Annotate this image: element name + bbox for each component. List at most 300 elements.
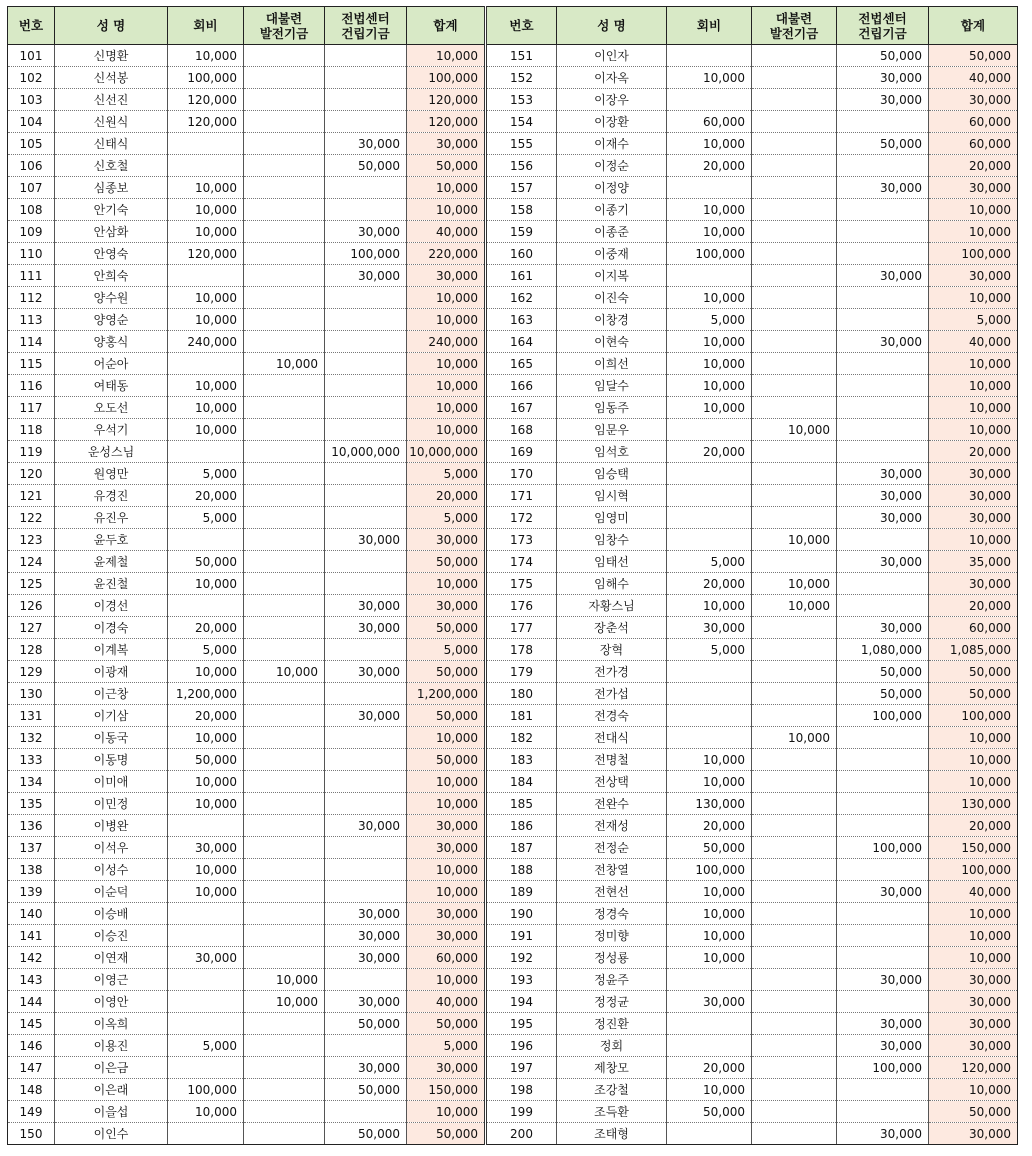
cell-total[interactable]: 50,000 [407,551,486,573]
cell-center-fund[interactable] [325,551,407,573]
cell-total[interactable]: 50,000 [929,1101,1018,1123]
cell-no[interactable]: 189 [486,881,557,903]
cell-no[interactable]: 114 [8,331,55,353]
cell-center-fund[interactable] [837,771,929,793]
cell-dev-fund[interactable] [244,1057,325,1079]
cell-fee[interactable]: 120,000 [168,111,244,133]
cell-name[interactable]: 이석우 [55,837,168,859]
cell-no[interactable]: 106 [8,155,55,177]
cell-name[interactable]: 이자옥 [557,67,667,89]
cell-total[interactable]: 10,000 [929,771,1018,793]
cell-dev-fund[interactable]: 10,000 [244,991,325,1013]
cell-no[interactable]: 150 [8,1123,55,1145]
cell-no[interactable]: 194 [486,991,557,1013]
cell-dev-fund[interactable] [244,881,325,903]
cell-dev-fund[interactable] [244,485,325,507]
cell-name[interactable]: 이종준 [557,221,667,243]
cell-fee[interactable]: 120,000 [168,243,244,265]
cell-no[interactable]: 121 [8,485,55,507]
cell-dev-fund[interactable] [752,89,837,111]
cell-name[interactable]: 이경선 [55,595,168,617]
cell-no[interactable]: 165 [486,353,557,375]
cell-name[interactable]: 정미향 [557,925,667,947]
cell-fee[interactable]: 10,000 [168,397,244,419]
cell-center-fund[interactable]: 1,080,000 [837,639,929,661]
cell-fee[interactable] [168,1123,244,1145]
cell-fee[interactable] [667,529,752,551]
cell-name[interactable]: 양수원 [55,287,168,309]
cell-center-fund[interactable] [837,309,929,331]
cell-fee[interactable]: 50,000 [667,1101,752,1123]
cell-no[interactable]: 182 [486,727,557,749]
cell-center-fund[interactable]: 30,000 [837,969,929,991]
cell-no[interactable]: 172 [486,507,557,529]
cell-no[interactable]: 123 [8,529,55,551]
cell-no[interactable]: 127 [8,617,55,639]
cell-total[interactable]: 30,000 [407,903,486,925]
cell-total[interactable]: 50,000 [929,45,1018,67]
cell-total[interactable]: 10,000,000 [407,441,486,463]
cell-center-fund[interactable]: 30,000 [837,507,929,529]
cell-center-fund[interactable]: 30,000 [837,1123,929,1145]
cell-total[interactable]: 10,000 [929,375,1018,397]
cell-fee[interactable] [168,353,244,375]
cell-no[interactable]: 124 [8,551,55,573]
cell-fee[interactable]: 10,000 [667,199,752,221]
cell-center-fund[interactable]: 30,000 [325,903,407,925]
cell-fee[interactable]: 5,000 [168,463,244,485]
cell-name[interactable]: 이용진 [55,1035,168,1057]
cell-center-fund[interactable]: 30,000 [325,925,407,947]
cell-center-fund[interactable]: 30,000 [837,463,929,485]
cell-total[interactable]: 240,000 [407,331,486,353]
cell-center-fund[interactable]: 50,000 [837,133,929,155]
cell-fee[interactable]: 10,000 [667,925,752,947]
cell-no[interactable]: 104 [8,111,55,133]
cell-fee[interactable]: 30,000 [667,617,752,639]
cell-dev-fund[interactable] [244,617,325,639]
cell-total[interactable]: 35,000 [929,551,1018,573]
cell-total[interactable]: 10,000 [929,221,1018,243]
cell-name[interactable]: 정윤주 [557,969,667,991]
cell-no[interactable]: 108 [8,199,55,221]
cell-name[interactable]: 전재성 [557,815,667,837]
cell-dev-fund[interactable] [752,683,837,705]
cell-name[interactable]: 조태형 [557,1123,667,1145]
cell-name[interactable]: 여태동 [55,375,168,397]
cell-no[interactable]: 152 [486,67,557,89]
cell-total[interactable]: 5,000 [929,309,1018,331]
cell-no[interactable]: 169 [486,441,557,463]
cell-center-fund[interactable] [837,815,929,837]
cell-total[interactable]: 50,000 [407,617,486,639]
cell-name[interactable]: 이계복 [55,639,168,661]
cell-center-fund[interactable]: 50,000 [325,155,407,177]
cell-total[interactable]: 30,000 [929,1013,1018,1035]
cell-total[interactable]: 10,000 [929,397,1018,419]
cell-dev-fund[interactable] [752,67,837,89]
cell-total[interactable]: 50,000 [407,155,486,177]
cell-no[interactable]: 118 [8,419,55,441]
cell-name[interactable]: 신석봉 [55,67,168,89]
cell-center-fund[interactable] [325,199,407,221]
cell-center-fund[interactable] [325,881,407,903]
cell-fee[interactable]: 10,000 [667,133,752,155]
col-header-name-2[interactable]: 성 명 [557,7,667,45]
cell-no[interactable]: 122 [8,507,55,529]
cell-fee[interactable]: 20,000 [667,573,752,595]
cell-no[interactable]: 110 [8,243,55,265]
cell-no[interactable]: 162 [486,287,557,309]
cell-dev-fund[interactable]: 10,000 [244,969,325,991]
cell-no[interactable]: 132 [8,727,55,749]
cell-dev-fund[interactable] [244,309,325,331]
cell-no[interactable]: 151 [486,45,557,67]
cell-dev-fund[interactable] [244,89,325,111]
col-header-center-fund[interactable]: 전법센터 건립기금 [325,7,407,45]
cell-no[interactable]: 168 [486,419,557,441]
cell-dev-fund[interactable] [244,947,325,969]
cell-center-fund[interactable] [325,111,407,133]
cell-dev-fund[interactable] [752,881,837,903]
cell-total[interactable]: 10,000 [929,947,1018,969]
cell-name[interactable]: 이순덕 [55,881,168,903]
cell-name[interactable]: 이광재 [55,661,168,683]
cell-name[interactable]: 임영미 [557,507,667,529]
cell-fee[interactable]: 10,000 [667,287,752,309]
cell-no[interactable]: 146 [8,1035,55,1057]
cell-fee[interactable]: 20,000 [168,617,244,639]
cell-no[interactable]: 174 [486,551,557,573]
cell-dev-fund[interactable] [752,155,837,177]
cell-name[interactable]: 장춘석 [557,617,667,639]
cell-fee[interactable] [168,1057,244,1079]
cell-fee[interactable] [667,705,752,727]
cell-fee[interactable]: 10,000 [667,397,752,419]
col-header-dev-fund-2[interactable]: 대불련 발전기금 [752,7,837,45]
cell-dev-fund[interactable] [244,243,325,265]
cell-no[interactable]: 191 [486,925,557,947]
cell-dev-fund[interactable]: 10,000 [244,353,325,375]
cell-no[interactable]: 105 [8,133,55,155]
cell-center-fund[interactable] [837,727,929,749]
cell-dev-fund[interactable] [752,661,837,683]
cell-total[interactable]: 120,000 [929,1057,1018,1079]
cell-center-fund[interactable] [325,485,407,507]
cell-center-fund[interactable]: 30,000 [837,881,929,903]
cell-no[interactable]: 133 [8,749,55,771]
cell-total[interactable]: 30,000 [929,1123,1018,1145]
cell-name[interactable]: 제창모 [557,1057,667,1079]
cell-dev-fund[interactable] [752,111,837,133]
cell-fee[interactable]: 20,000 [667,1057,752,1079]
cell-name[interactable]: 전상택 [557,771,667,793]
cell-total[interactable]: 50,000 [407,749,486,771]
cell-name[interactable]: 윤두호 [55,529,168,551]
cell-total[interactable]: 5,000 [407,507,486,529]
cell-name[interactable]: 운성스님 [55,441,168,463]
cell-no[interactable]: 199 [486,1101,557,1123]
cell-total[interactable]: 40,000 [929,67,1018,89]
cell-dev-fund[interactable] [752,221,837,243]
cell-center-fund[interactable]: 30,000 [325,815,407,837]
cell-name[interactable]: 이연재 [55,947,168,969]
cell-center-fund[interactable]: 30,000 [325,221,407,243]
cell-fee[interactable]: 10,000 [667,331,752,353]
cell-no[interactable]: 145 [8,1013,55,1035]
cell-no[interactable]: 102 [8,67,55,89]
cell-fee[interactable] [168,265,244,287]
cell-no[interactable]: 177 [486,617,557,639]
cell-total[interactable]: 20,000 [929,155,1018,177]
cell-center-fund[interactable]: 30,000 [837,265,929,287]
cell-name[interactable]: 이진숙 [557,287,667,309]
cell-no[interactable]: 181 [486,705,557,727]
cell-fee[interactable]: 10,000 [168,309,244,331]
cell-dev-fund[interactable] [752,1101,837,1123]
cell-center-fund[interactable]: 30,000 [325,529,407,551]
cell-name[interactable]: 이재수 [557,133,667,155]
cell-dev-fund[interactable] [752,463,837,485]
cell-dev-fund[interactable] [752,1057,837,1079]
cell-no[interactable]: 143 [8,969,55,991]
col-header-total-2[interactable]: 합계 [929,7,1018,45]
cell-fee[interactable]: 10,000 [667,595,752,617]
cell-total[interactable]: 10,000 [407,287,486,309]
cell-name[interactable]: 이은래 [55,1079,168,1101]
cell-no[interactable]: 166 [486,375,557,397]
cell-total[interactable]: 30,000 [407,265,486,287]
cell-total[interactable]: 10,000 [929,287,1018,309]
cell-fee[interactable]: 100,000 [667,859,752,881]
cell-dev-fund[interactable] [244,221,325,243]
cell-dev-fund[interactable] [244,507,325,529]
cell-dev-fund[interactable] [752,991,837,1013]
cell-dev-fund[interactable] [244,45,325,67]
cell-fee[interactable] [667,727,752,749]
cell-center-fund[interactable]: 30,000 [837,331,929,353]
cell-name[interactable]: 이성수 [55,859,168,881]
cell-total[interactable]: 30,000 [929,991,1018,1013]
cell-name[interactable]: 조강철 [557,1079,667,1101]
cell-no[interactable]: 167 [486,397,557,419]
cell-fee[interactable]: 5,000 [667,639,752,661]
cell-no[interactable]: 139 [8,881,55,903]
cell-name[interactable]: 정진환 [557,1013,667,1035]
cell-total[interactable]: 30,000 [407,1057,486,1079]
cell-name[interactable]: 우석기 [55,419,168,441]
cell-no[interactable]: 119 [8,441,55,463]
cell-fee[interactable]: 10,000 [667,749,752,771]
cell-center-fund[interactable] [837,199,929,221]
cell-name[interactable]: 신호철 [55,155,168,177]
cell-name[interactable]: 오도선 [55,397,168,419]
cell-no[interactable]: 155 [486,133,557,155]
cell-total[interactable]: 50,000 [929,683,1018,705]
cell-no[interactable]: 120 [8,463,55,485]
cell-center-fund[interactable] [837,155,929,177]
cell-center-fund[interactable] [325,67,407,89]
cell-total[interactable]: 30,000 [407,925,486,947]
cell-total[interactable]: 10,000 [407,859,486,881]
cell-total[interactable]: 10,000 [407,727,486,749]
cell-fee[interactable] [667,1123,752,1145]
cell-total[interactable]: 100,000 [929,859,1018,881]
cell-fee[interactable]: 30,000 [667,991,752,1013]
cell-center-fund[interactable]: 30,000 [837,1013,929,1035]
cell-name[interactable]: 전정순 [557,837,667,859]
cell-name[interactable]: 전명철 [557,749,667,771]
cell-dev-fund[interactable]: 10,000 [752,419,837,441]
cell-no[interactable]: 140 [8,903,55,925]
cell-center-fund[interactable]: 30,000 [837,1035,929,1057]
cell-total[interactable]: 30,000 [407,837,486,859]
cell-no[interactable]: 192 [486,947,557,969]
cell-no[interactable]: 193 [486,969,557,991]
cell-fee[interactable] [168,595,244,617]
cell-total[interactable]: 30,000 [929,265,1018,287]
cell-center-fund[interactable]: 100,000 [325,243,407,265]
cell-fee[interactable]: 20,000 [667,441,752,463]
cell-center-fund[interactable] [325,353,407,375]
cell-center-fund[interactable]: 30,000 [325,661,407,683]
cell-center-fund[interactable] [325,375,407,397]
cell-name[interactable]: 이미애 [55,771,168,793]
cell-center-fund[interactable]: 30,000 [837,177,929,199]
cell-center-fund[interactable] [837,243,929,265]
cell-dev-fund[interactable] [244,331,325,353]
cell-center-fund[interactable]: 30,000 [325,947,407,969]
cell-name[interactable]: 신명환 [55,45,168,67]
cell-total[interactable]: 10,000 [929,419,1018,441]
cell-name[interactable]: 안기숙 [55,199,168,221]
cell-no[interactable]: 159 [486,221,557,243]
cell-center-fund[interactable]: 100,000 [837,705,929,727]
cell-total[interactable]: 30,000 [929,969,1018,991]
cell-name[interactable]: 전창열 [557,859,667,881]
cell-center-fund[interactable]: 30,000 [837,617,929,639]
cell-center-fund[interactable] [325,793,407,815]
cell-dev-fund[interactable] [752,441,837,463]
cell-fee[interactable]: 20,000 [667,815,752,837]
cell-center-fund[interactable] [325,419,407,441]
cell-total[interactable]: 150,000 [929,837,1018,859]
cell-center-fund[interactable]: 50,000 [837,661,929,683]
cell-center-fund[interactable]: 50,000 [837,45,929,67]
cell-dev-fund[interactable] [752,375,837,397]
cell-total[interactable]: 5,000 [407,639,486,661]
cell-dev-fund[interactable] [244,837,325,859]
cell-fee[interactable]: 10,000 [168,419,244,441]
cell-no[interactable]: 136 [8,815,55,837]
cell-total[interactable]: 30,000 [929,507,1018,529]
cell-name[interactable]: 이민정 [55,793,168,815]
cell-total[interactable]: 50,000 [407,1013,486,1035]
cell-center-fund[interactable] [837,221,929,243]
cell-name[interactable]: 자황스님 [557,595,667,617]
cell-dev-fund[interactable] [752,903,837,925]
cell-dev-fund[interactable] [244,111,325,133]
cell-center-fund[interactable] [325,331,407,353]
cell-fee[interactable]: 10,000 [168,859,244,881]
cell-total[interactable]: 10,000 [929,903,1018,925]
cell-dev-fund[interactable] [244,1101,325,1123]
cell-no[interactable]: 195 [486,1013,557,1035]
cell-dev-fund[interactable] [244,925,325,947]
cell-fee[interactable]: 130,000 [667,793,752,815]
cell-name[interactable]: 전경숙 [557,705,667,727]
cell-fee[interactable] [168,815,244,837]
cell-dev-fund[interactable] [752,617,837,639]
cell-dev-fund[interactable] [752,485,837,507]
cell-no[interactable]: 138 [8,859,55,881]
cell-center-fund[interactable] [325,969,407,991]
cell-total[interactable]: 20,000 [929,441,1018,463]
cell-center-fund[interactable] [837,1079,929,1101]
cell-fee[interactable] [667,969,752,991]
cell-name[interactable]: 윤진철 [55,573,168,595]
cell-dev-fund[interactable] [244,133,325,155]
cell-dev-fund[interactable] [244,771,325,793]
cell-no[interactable]: 117 [8,397,55,419]
cell-total[interactable]: 30,000 [407,529,486,551]
cell-center-fund[interactable]: 10,000,000 [325,441,407,463]
cell-center-fund[interactable] [837,947,929,969]
cell-no[interactable]: 154 [486,111,557,133]
cell-fee[interactable]: 5,000 [168,507,244,529]
cell-name[interactable]: 심종보 [55,177,168,199]
cell-center-fund[interactable] [837,925,929,947]
cell-total[interactable]: 10,000 [929,727,1018,749]
col-header-total[interactable]: 합계 [407,7,486,45]
cell-fee[interactable] [168,133,244,155]
cell-total[interactable]: 30,000 [407,815,486,837]
cell-name[interactable]: 이정순 [557,155,667,177]
cell-center-fund[interactable] [837,529,929,551]
cell-dev-fund[interactable]: 10,000 [752,529,837,551]
cell-name[interactable]: 조득환 [557,1101,667,1123]
cell-dev-fund[interactable] [752,947,837,969]
cell-center-fund[interactable] [837,991,929,1013]
cell-total[interactable]: 10,000 [407,573,486,595]
cell-no[interactable]: 197 [486,1057,557,1079]
cell-no[interactable]: 180 [486,683,557,705]
cell-fee[interactable] [667,89,752,111]
cell-total[interactable]: 20,000 [929,815,1018,837]
cell-center-fund[interactable] [837,287,929,309]
cell-name[interactable]: 임태선 [557,551,667,573]
cell-no[interactable]: 135 [8,793,55,815]
cell-center-fund[interactable] [837,111,929,133]
cell-name[interactable]: 임문우 [557,419,667,441]
cell-dev-fund[interactable] [244,859,325,881]
cell-total[interactable]: 30,000 [929,573,1018,595]
cell-no[interactable]: 149 [8,1101,55,1123]
cell-name[interactable]: 이영안 [55,991,168,1013]
cell-total[interactable]: 100,000 [929,705,1018,727]
cell-name[interactable]: 원영만 [55,463,168,485]
col-header-fee-2[interactable]: 회비 [667,7,752,45]
cell-fee[interactable]: 10,000 [667,903,752,925]
cell-dev-fund[interactable] [752,287,837,309]
cell-center-fund[interactable] [325,771,407,793]
cell-center-fund[interactable] [837,1101,929,1123]
cell-total[interactable]: 10,000 [929,199,1018,221]
cell-fee[interactable] [168,903,244,925]
cell-fee[interactable]: 30,000 [168,837,244,859]
cell-name[interactable]: 이지복 [557,265,667,287]
cell-no[interactable]: 183 [486,749,557,771]
